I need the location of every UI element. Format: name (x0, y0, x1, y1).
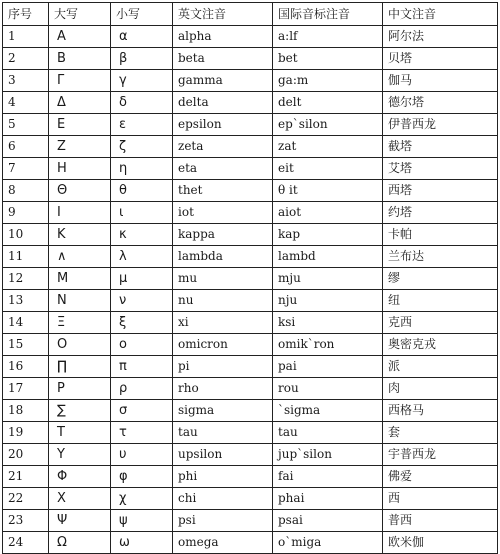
table-row (3, 224, 498, 246)
cell-english: eta (173, 158, 273, 180)
cell-ipa: aiot (273, 202, 383, 224)
table-row (3, 378, 498, 400)
table-row (3, 444, 498, 466)
cell-english: beta (173, 48, 273, 70)
cell-index: 10 (3, 224, 49, 246)
cell-ipa: ksi (273, 312, 383, 334)
cell-ipa: nju (273, 290, 383, 312)
cell-chinese: 阿尔法 (383, 26, 498, 48)
cell-english: zeta (173, 136, 273, 158)
cell-chinese: 伊普西龙 (383, 114, 498, 136)
cell-lowercase: π (111, 356, 173, 378)
cell-index: 3 (3, 70, 49, 92)
cell-index: 18 (3, 400, 49, 422)
cell-ipa: lambd (273, 246, 383, 268)
cell-lowercase: κ (111, 224, 173, 246)
cell-index: 9 (3, 202, 49, 224)
cell-index: 21 (3, 466, 49, 488)
cell-chinese: 克西 (383, 312, 498, 334)
cell-english: kappa (173, 224, 273, 246)
cell-lowercase: ι (111, 202, 173, 224)
cell-chinese: 派 (383, 356, 498, 378)
cell-uppercase: Ι (49, 202, 111, 224)
cell-english: phi (173, 466, 273, 488)
cell-ipa: zat (273, 136, 383, 158)
cell-lowercase: τ (111, 422, 173, 444)
cell-chinese: 西塔 (383, 180, 498, 202)
cell-uppercase: Ο (49, 334, 111, 356)
greek-alphabet-table (2, 2, 498, 554)
table-row (3, 312, 498, 334)
cell-english: nu (173, 290, 273, 312)
cell-chinese: 缪 (383, 268, 498, 290)
cell-english: omicron (173, 334, 273, 356)
cell-lowercase: λ (111, 246, 173, 268)
table-row (3, 334, 498, 356)
cell-index: 20 (3, 444, 49, 466)
table-row (3, 202, 498, 224)
cell-uppercase: Β (49, 48, 111, 70)
cell-lowercase: ω (111, 532, 173, 554)
cell-uppercase: Ν (49, 290, 111, 312)
table-row (3, 466, 498, 488)
table-row (3, 246, 498, 268)
cell-ipa: fai (273, 466, 383, 488)
cell-ipa: a:lf (273, 26, 383, 48)
cell-lowercase: χ (111, 488, 173, 510)
table-row (3, 400, 498, 422)
cell-uppercase: Η (49, 158, 111, 180)
cell-ipa: `sigma (273, 400, 383, 422)
cell-english: pi (173, 356, 273, 378)
cell-english: psi (173, 510, 273, 532)
header-english-pronunciation: 英文注音 (173, 3, 273, 26)
cell-index: 15 (3, 334, 49, 356)
cell-lowercase: β (111, 48, 173, 70)
cell-uppercase: Φ (49, 466, 111, 488)
cell-uppercase: ∧ (49, 246, 111, 268)
cell-lowercase: σ (111, 400, 173, 422)
cell-index: 14 (3, 312, 49, 334)
cell-index: 5 (3, 114, 49, 136)
cell-uppercase: ∑ (49, 400, 111, 422)
cell-chinese: 肉 (383, 378, 498, 400)
table-row (3, 70, 498, 92)
cell-lowercase: ν (111, 290, 173, 312)
cell-index: 23 (3, 510, 49, 532)
cell-index: 11 (3, 246, 49, 268)
cell-lowercase: γ (111, 70, 173, 92)
table-row (3, 48, 498, 70)
cell-lowercase: ζ (111, 136, 173, 158)
cell-uppercase: Χ (49, 488, 111, 510)
table-body (3, 26, 498, 554)
cell-index: 4 (3, 92, 49, 114)
cell-index: 2 (3, 48, 49, 70)
header-ipa-pronunciation: 国际音标注音 (273, 3, 383, 26)
cell-uppercase: Α (49, 26, 111, 48)
cell-ipa: psai (273, 510, 383, 532)
cell-uppercase: Δ (49, 92, 111, 114)
header-lowercase: 小写 (111, 3, 173, 26)
cell-uppercase: Ζ (49, 136, 111, 158)
cell-ipa: o`miga (273, 532, 383, 554)
cell-ipa: tau (273, 422, 383, 444)
cell-index: 19 (3, 422, 49, 444)
cell-english: lambda (173, 246, 273, 268)
table-row (3, 114, 498, 136)
cell-lowercase: ε (111, 114, 173, 136)
cell-english: alpha (173, 26, 273, 48)
cell-chinese: 佛爱 (383, 466, 498, 488)
cell-lowercase: ρ (111, 378, 173, 400)
cell-ipa: jup`silon (273, 444, 383, 466)
cell-ipa: omik`ron (273, 334, 383, 356)
cell-ipa: mju (273, 268, 383, 290)
cell-lowercase: η (111, 158, 173, 180)
cell-chinese: 宇普西龙 (383, 444, 498, 466)
cell-ipa: phai (273, 488, 383, 510)
cell-chinese: 贝塔 (383, 48, 498, 70)
cell-english: iot (173, 202, 273, 224)
cell-uppercase: Κ (49, 224, 111, 246)
cell-ipa: delt (273, 92, 383, 114)
cell-ipa: rou (273, 378, 383, 400)
header-uppercase: 大写 (49, 3, 111, 26)
cell-index: 13 (3, 290, 49, 312)
cell-english: gamma (173, 70, 273, 92)
cell-ipa: ga:m (273, 70, 383, 92)
cell-chinese: 欧米伽 (383, 532, 498, 554)
cell-index: 24 (3, 532, 49, 554)
cell-lowercase: ξ (111, 312, 173, 334)
cell-ipa: pai (273, 356, 383, 378)
cell-chinese: 截塔 (383, 136, 498, 158)
cell-ipa: eit (273, 158, 383, 180)
table-row (3, 422, 498, 444)
cell-lowercase: θ (111, 180, 173, 202)
cell-index: 1 (3, 26, 49, 48)
cell-ipa: θ it (273, 180, 383, 202)
header-index: 序号 (3, 3, 49, 26)
cell-uppercase: Ψ (49, 510, 111, 532)
cell-index: 16 (3, 356, 49, 378)
cell-uppercase: Τ (49, 422, 111, 444)
table-row (3, 92, 498, 114)
cell-english: chi (173, 488, 273, 510)
table-row (3, 136, 498, 158)
cell-index: 7 (3, 158, 49, 180)
cell-uppercase: Θ (49, 180, 111, 202)
cell-uppercase: Μ (49, 268, 111, 290)
cell-chinese: 德尔塔 (383, 92, 498, 114)
cell-chinese: 普西 (383, 510, 498, 532)
table-row (3, 510, 498, 532)
cell-lowercase: υ (111, 444, 173, 466)
cell-lowercase: ο (111, 334, 173, 356)
header-row (3, 3, 498, 26)
cell-lowercase: α (111, 26, 173, 48)
cell-chinese: 卡帕 (383, 224, 498, 246)
cell-uppercase: ∏ (49, 356, 111, 378)
cell-english: rho (173, 378, 273, 400)
cell-index: 12 (3, 268, 49, 290)
cell-uppercase: Ρ (49, 378, 111, 400)
table-row (3, 532, 498, 554)
cell-lowercase: μ (111, 268, 173, 290)
cell-uppercase: Ω (49, 532, 111, 554)
table-row (3, 356, 498, 378)
cell-english: omega (173, 532, 273, 554)
cell-uppercase: Υ (49, 444, 111, 466)
cell-chinese: 纽 (383, 290, 498, 312)
cell-chinese: 艾塔 (383, 158, 498, 180)
cell-index: 22 (3, 488, 49, 510)
cell-english: sigma (173, 400, 273, 422)
cell-english: mu (173, 268, 273, 290)
cell-chinese: 西格马 (383, 400, 498, 422)
cell-chinese: 西 (383, 488, 498, 510)
cell-uppercase: Γ (49, 70, 111, 92)
cell-uppercase: Ε (49, 114, 111, 136)
cell-ipa: ep`silon (273, 114, 383, 136)
cell-chinese: 伽马 (383, 70, 498, 92)
cell-index: 17 (3, 378, 49, 400)
cell-english: thet (173, 180, 273, 202)
cell-lowercase: ψ (111, 510, 173, 532)
cell-index: 8 (3, 180, 49, 202)
cell-lowercase: δ (111, 92, 173, 114)
table-row (3, 180, 498, 202)
table-row (3, 488, 498, 510)
cell-lowercase: φ (111, 466, 173, 488)
cell-english: xi (173, 312, 273, 334)
cell-english: upsilon (173, 444, 273, 466)
cell-english: delta (173, 92, 273, 114)
table-row (3, 158, 498, 180)
cell-chinese: 套 (383, 422, 498, 444)
cell-ipa: bet (273, 48, 383, 70)
table-row (3, 26, 498, 48)
table-row (3, 290, 498, 312)
header-chinese-pronunciation: 中文注音 (383, 3, 498, 26)
cell-chinese: 约塔 (383, 202, 498, 224)
table-row (3, 268, 498, 290)
cell-uppercase: Ξ (49, 312, 111, 334)
cell-chinese: 奥密克戎 (383, 334, 498, 356)
cell-english: epsilon (173, 114, 273, 136)
cell-index: 6 (3, 136, 49, 158)
cell-ipa: kap (273, 224, 383, 246)
cell-english: tau (173, 422, 273, 444)
cell-chinese: 兰布达 (383, 246, 498, 268)
